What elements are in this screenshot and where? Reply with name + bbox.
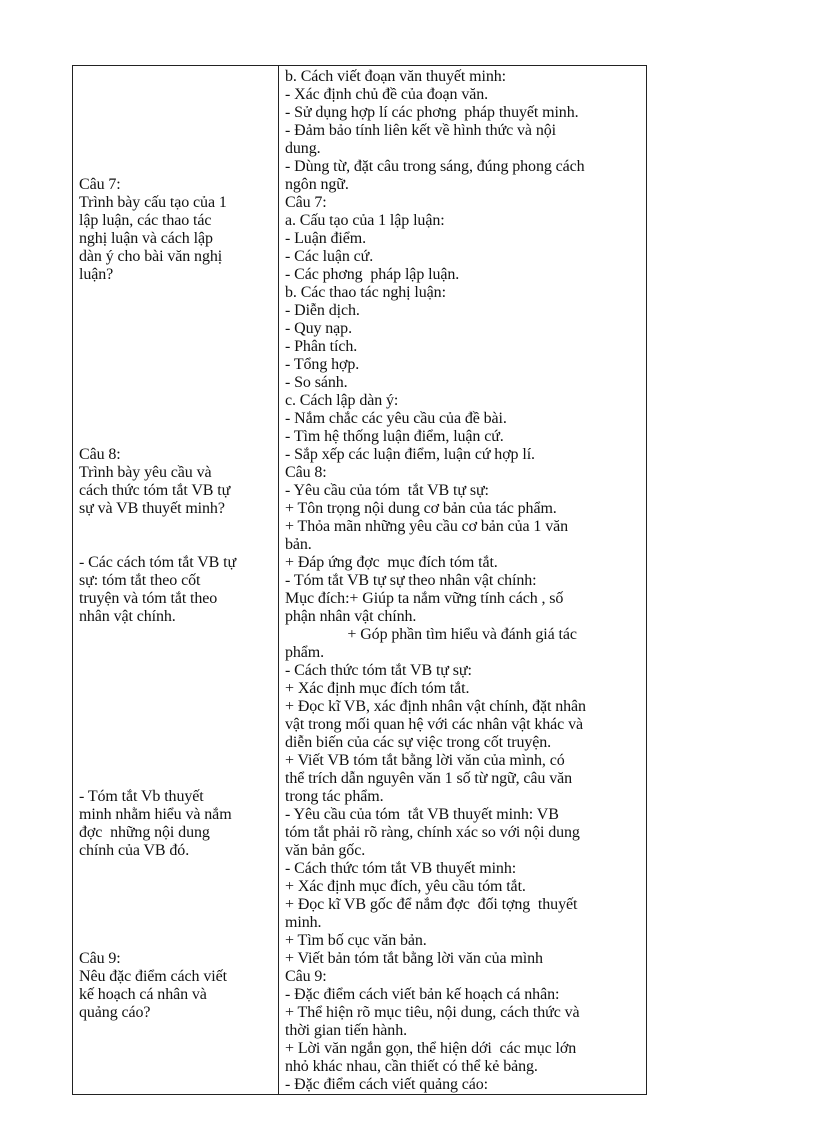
answer-line: - Phân tích. bbox=[285, 338, 358, 355]
answer-line: b. Cách viết đoạn văn thuyết minh: bbox=[285, 68, 506, 85]
question-line: Nêu đặc điểm cách viết bbox=[79, 968, 227, 985]
answer-line: + Đọc kĩ VB, xác định nhân vật chính, đặt nhân bbox=[285, 698, 586, 715]
note-line: chính của VB đó. bbox=[79, 842, 190, 859]
answer-line: - Diễn dịch. bbox=[285, 302, 360, 319]
note-line: truyện và tóm tắt theo bbox=[79, 590, 218, 607]
note-line: - Các cách tóm tắt VB tự bbox=[79, 554, 237, 571]
note-line: - Tóm tắt Vb thuyết bbox=[79, 788, 204, 805]
answer-line: tóm tắt phải rõ ràng, chính xác so với nội dung bbox=[285, 824, 580, 841]
note-line: minh nhằm hiểu và nắm bbox=[79, 806, 232, 823]
answer-line: phẩm. bbox=[285, 644, 325, 661]
question-line: Câu 8: bbox=[79, 446, 121, 463]
note-line: sự: tóm tắt theo cốt bbox=[79, 572, 201, 589]
answer-line: thời gian tiến hành. bbox=[285, 1022, 407, 1039]
answer-line: + Thỏa mãn những yêu cầu cơ bản của 1 văn bbox=[285, 518, 569, 535]
answer-line: + Xác định mục đích tóm tắt. bbox=[285, 680, 470, 697]
answer-line: ngôn ngữ. bbox=[285, 176, 349, 193]
answer-line: - Cách thức tóm tắt VB tự sự: bbox=[285, 662, 472, 679]
answer-line: - Yêu cầu của tóm tắt VB tự sự: bbox=[285, 482, 489, 499]
answer-line: Câu 7: bbox=[285, 194, 327, 211]
answer-line: + Viết VB tóm tắt bằng lời văn của mình, có bbox=[285, 752, 565, 769]
question-line: cách thức tóm tắt VB tự bbox=[79, 482, 231, 499]
right-column bbox=[285, 68, 643, 1094]
answer-line: + Góp phần tìm hiểu và đánh giá tác bbox=[285, 626, 577, 643]
answer-line: - Quy nạp. bbox=[285, 320, 352, 337]
answer-line: c. Cách lập dàn ý: bbox=[285, 392, 399, 409]
column-divider bbox=[278, 66, 279, 1094]
answer-line: - Xác định chủ đề của đoạn văn. bbox=[285, 86, 489, 103]
answer-line: - Luận điểm. bbox=[285, 230, 366, 247]
answer-line: - Các phơng pháp lập luận. bbox=[285, 266, 460, 283]
question-line: dàn ý cho bài văn nghị bbox=[79, 248, 223, 265]
answer-line: - Các luận cứ. bbox=[285, 248, 374, 265]
answer-line: - Đặc điểm cách viết bản kế hoạch cá nhân: bbox=[285, 986, 560, 1003]
question-line: quảng cáo? bbox=[79, 1004, 151, 1021]
answer-line: a. Cấu tạo của 1 lập luận: bbox=[285, 212, 445, 229]
answer-line: phận nhân vật chính. bbox=[285, 608, 417, 625]
answer-line: - Nắm chắc các yêu cầu của đề bài. bbox=[285, 410, 507, 427]
answer-line: - So sánh. bbox=[285, 374, 348, 391]
expository-summary-note bbox=[79, 788, 232, 860]
answer-line: + Tìm bố cục văn bản. bbox=[285, 932, 427, 949]
answer-line: thể trích dẫn nguyên văn 1 số từ ngữ, câu văn bbox=[285, 770, 572, 787]
answer-line: + Thể hiện rõ mục tiêu, nội dung, cách thức và bbox=[285, 1004, 580, 1021]
answer-line: vật trong mối quan hệ với các nhân vật khác và bbox=[285, 716, 583, 733]
question-line: lập luận, các thao tác bbox=[79, 212, 212, 229]
answer-line: + Viết bản tóm tắt bằng lời văn của mình bbox=[285, 950, 543, 967]
question-line: Câu 9: bbox=[79, 950, 121, 967]
answer-line: + Lời văn ngắn gọn, thể hiện dới các mục lớn bbox=[285, 1040, 577, 1057]
answer-line: b. Các thao tác nghị luận: bbox=[285, 284, 446, 301]
answer-line: - Dùng từ, đặt câu trong sáng, đúng phong cách bbox=[285, 158, 585, 175]
answer-line: minh. bbox=[285, 914, 322, 931]
answer-line: - Sắp xếp các luận điểm, luận cứ hợp lí. bbox=[285, 446, 535, 463]
question-line: luận? bbox=[79, 266, 114, 283]
answer-line: - Tóm tắt VB tự sự theo nhân vật chính: bbox=[285, 572, 537, 589]
question-9-block bbox=[79, 950, 227, 1022]
answer-line: văn bản gốc. bbox=[285, 842, 366, 859]
answer-line: + Tôn trọng nội dung cơ bản của tác phẩm. bbox=[285, 500, 557, 517]
answer-line: - Đảm bảo tính liên kết về hình thức và nội bbox=[285, 122, 556, 139]
question-7-block bbox=[79, 176, 227, 284]
note-line: nhân vật chính. bbox=[79, 608, 176, 625]
note-line: đợc những nội dung bbox=[79, 824, 210, 841]
question-8-block bbox=[79, 446, 230, 518]
answer-line: - Tìm hệ thống luận điểm, luận cứ. bbox=[285, 428, 504, 445]
question-line: sự và VB thuyết minh? bbox=[79, 500, 225, 517]
answer-line: - Cách thức tóm tắt VB thuyết minh: bbox=[285, 860, 517, 877]
answer-line: - Tổng hợp. bbox=[285, 356, 360, 373]
question-line: Trình bày cấu tạo của 1 bbox=[79, 194, 227, 211]
answer-line: dung. bbox=[285, 140, 321, 157]
answer-line: Mục đích:+ Giúp ta nắm vững tính cách , số bbox=[285, 590, 564, 607]
answer-line: - Yêu cầu của tóm tắt VB thuyết minh: VB bbox=[285, 806, 559, 823]
answer-line: trong tác phẩm. bbox=[285, 788, 384, 805]
answer-line: bản. bbox=[285, 536, 312, 553]
answer-line: + Đáp ứng đợc mục đích tóm tắt. bbox=[285, 554, 498, 571]
content-table bbox=[72, 65, 647, 1095]
answer-line: + Đọc kĩ VB gốc để nắm đợc đối tợng thuyết bbox=[285, 896, 578, 913]
answer-line: Câu 9: bbox=[285, 968, 327, 985]
answer-line: Câu 8: bbox=[285, 464, 327, 481]
question-line: Trình bày yêu cầu và bbox=[79, 464, 212, 481]
answer-line: nhỏ khác nhau, cần thiết có thể kẻ bảng. bbox=[285, 1058, 538, 1075]
answer-line: diễn biến của các sự việc trong cốt truyện. bbox=[285, 734, 552, 751]
question-line: nghị luận và cách lập bbox=[79, 230, 213, 247]
question-line: Câu 7: bbox=[79, 176, 121, 193]
summary-methods-note bbox=[79, 554, 236, 626]
answer-line: - Sử dụng hợp lí các phơng pháp thuyết minh. bbox=[285, 104, 579, 121]
answer-line: + Xác định mục đích, yêu cầu tóm tắt. bbox=[285, 878, 526, 895]
answer-line: - Đặc điểm cách viết quảng cáo: bbox=[285, 1076, 489, 1093]
question-line: kế hoạch cá nhân và bbox=[79, 986, 207, 1003]
